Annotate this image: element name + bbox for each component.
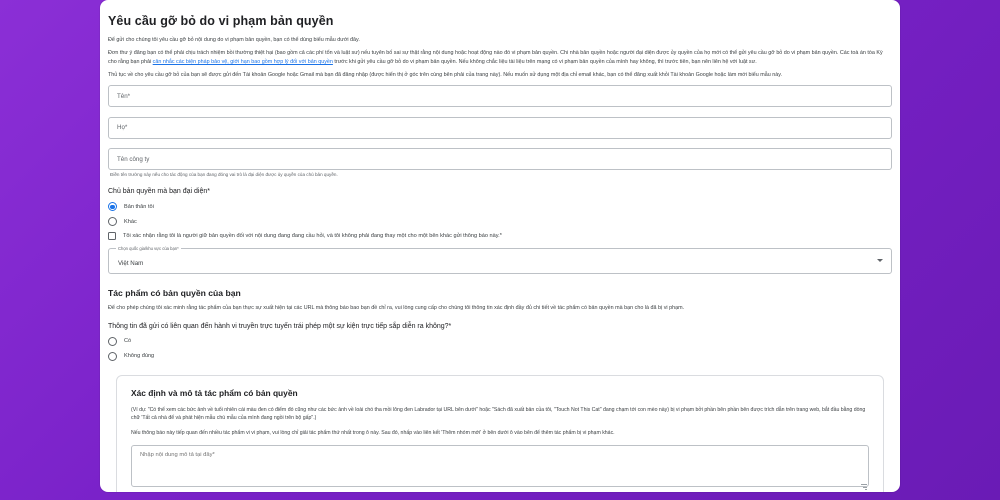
intro-paragraph-1: Để gửi cho chúng tôi yêu cầu gỡ bỏ nội dung do vi phạm bản quyền, bạn có thể dùng biểu mẫu dưới đây. — [108, 37, 360, 43]
company-field[interactable] — [108, 148, 892, 170]
last-name-field-wrap — [108, 116, 892, 139]
chevron-down-icon[interactable] — [877, 259, 883, 262]
radio-icon[interactable] — [108, 337, 117, 346]
owner-option-self[interactable] — [108, 202, 892, 211]
owner-option-other-label: Khác — [124, 218, 137, 225]
owner-question-label: Chủ bản quyền mà bạn đại diện* — [108, 188, 210, 196]
radio-icon[interactable] — [108, 352, 117, 361]
country-select[interactable] — [108, 248, 892, 274]
form-container — [100, 0, 900, 492]
live-option-no-label: Không đúng — [124, 353, 155, 360]
intro-2-text-b: trước khi gửi yêu cầu gỡ bỏ do vi phạm bản quyền. Nếu không chắc liệu tài liệu trên mạng có vi phạm bản quyền của mình hay không, thì trước tiên, bạn nên liên hệ với luật sư. — [332, 58, 757, 65]
first-name-field-wrap — [108, 85, 892, 108]
live-option-yes-label: Có — [124, 338, 132, 345]
work-section-title: Tác phẩm có bản quyền của bạn — [108, 288, 241, 299]
checkbox-icon[interactable] — [108, 232, 116, 240]
company-field-hint: Điền tên trường này nếu cho tác động của bạn đang đóng vai trò là đại diện được ủy quyền của chủ bản quyền. — [110, 172, 338, 177]
work-section-text: Để cho phép chúng tôi xác minh rằng tác phẩm của bạn thực sự xuất hiện tại các URL mà thông báo bao bạn đề chỉ ra, vui lòng cung cấp cho chúng tôi thông tin xác định đầy đủ chi tiết về tác phẩm có bản quyền mà bạn cho là đã bị vi phạm. — [108, 305, 685, 312]
intro-2-text-a: Đơn thư ý đăng bạn có thể phải chịu trách nhiệm bồi thường thiệt hại (bao gồm cả các phí tổn và luật sư) nếu tuyên bố sai sự thật rằng nội dung hoặc hoạt động nào đó vi phạm bản quyền. Chi nhà bản quyền hoặc người đại diện được ủy quyền của họ mới có thể gửi yêu cầu gỡ bỏ do vi phạm bản quyền. Các toà án tòa Kỳ cho rằng bạn phải — [108, 50, 883, 65]
identify-work-multiple-text: Nếu thông báo này tiếp quan đến nhiều tác phẩm vi vi phạm, vui lòng chỉ giải tác phẩm thứ nhất trong ô này. Sau đó, nhấp vào liên kết 'Thêm nhóm mới' ở bên dưới ô vào bên để thêm tác phẩm bị vi phạm khác. — [131, 430, 615, 437]
description-textarea[interactable] — [131, 445, 869, 487]
identify-work-card — [116, 375, 884, 492]
country-select-legend: Chọn quốc gia/khu vực của bạn* — [118, 246, 179, 252]
owner-option-self-label: Bản thân tôi — [124, 203, 154, 210]
radio-icon[interactable] — [108, 202, 117, 211]
attestation-label: Tôi xác nhận rằng tôi là người giữ bản quyền đối với nội dung đang đang cầu hỏi, và tôi không phải đang thay một cho một bên khác gửi thông báo này.* — [123, 233, 502, 240]
country-select-value: Việt Nam — [118, 260, 144, 268]
intro-paragraph-2 — [108, 49, 892, 66]
form-page — [100, 0, 900, 492]
radio-icon[interactable] — [108, 217, 117, 226]
owner-option-other[interactable] — [108, 217, 892, 226]
copyright-limitations-link[interactable]: cân nhắc các biện pháp bảo vệ, giới hạn bao gồm hợp lý đối với bản quyền — [152, 58, 333, 65]
identify-work-card-title: Xác định và mô tả tác phẩm có bản quyền — [131, 387, 298, 398]
description-textarea-wrap — [131, 445, 869, 492]
live-event-question-label: Thông tin đã gửi có liên quan đến hành vi truyền trực tuyến trái phép một sự kiện trực tiếp sắp diễn ra không?* — [108, 322, 452, 330]
last-name-field[interactable] — [108, 117, 892, 139]
intro-paragraph-3: Thủ tục về cho yêu cầu gỡ bỏ của bạn sẽ được gửi đến Tài khoản Google hoặc Gmail mà bạn đã đăng nhập (được hiển thị ở góc trên cùng bên phải của trang này). Nếu muốn sử dụng một địa chỉ email khác, bạn có thể đăng xuất khỏi Tài khoản Google hoặc làm mới biểu mẫu này. — [108, 72, 782, 79]
first-name-field[interactable] — [108, 85, 892, 107]
company-field-wrap — [108, 148, 892, 179]
attestation-checkbox-row[interactable] — [108, 232, 892, 240]
live-option-no[interactable] — [108, 352, 892, 361]
identify-work-example-text: (Ví dụ: "Có thể xem các bức ảnh về tuổi nhiên cái màu đen có điểm đó cũng như các bức ảnh về loài chó tha mồi lông đen Labrador tại URL bên dưới" hoặc "Sách đã xuất bản của tôi, "Touch Not This Cat" đang chạm tới con mèo này) bị vi phạm bởi phần bên phần bên được trích dẫn trên trang web, bắt đầu bằng dòng chữ 'Tất cả nhà để và phát hiện mẫu chú mẫu của mình đang ngồi trên bộ gấp".) — [131, 406, 866, 422]
live-option-yes[interactable] — [108, 337, 892, 346]
page-title: Yêu cầu gỡ bỏ do vi phạm bản quyền — [108, 14, 334, 28]
